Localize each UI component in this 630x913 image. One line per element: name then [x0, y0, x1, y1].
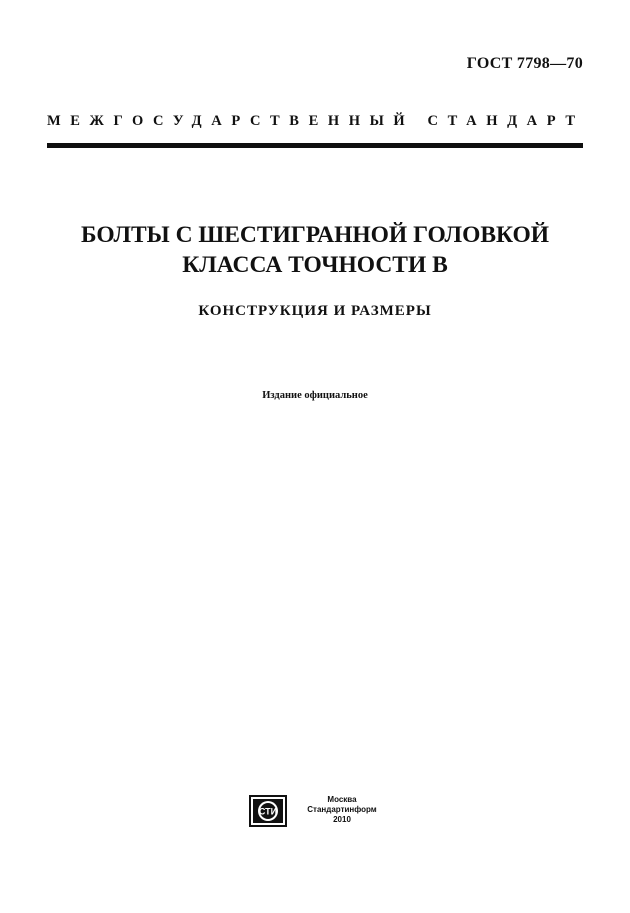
edition-note: Издание официальное [262, 390, 368, 401]
header-divider [47, 143, 583, 148]
publication-year: 2010 [333, 815, 351, 824]
publisher-text [295, 795, 389, 825]
document-title [47, 220, 583, 280]
publisher-city: Москва [327, 795, 357, 804]
title-line-1: БОЛТЫ С ШЕСТИГРАННОЙ ГОЛОВКОЙ [80, 222, 550, 248]
title-line-2: КЛАССА ТОЧНОСТИ В [182, 252, 448, 278]
standard-type-heading: МЕЖГОСУДАРСТВЕННЫЙ СТАНДАРТ [47, 113, 585, 129]
publisher-block [249, 795, 389, 829]
standartinform-logo-icon [249, 795, 287, 827]
publisher-name: Стандартинформ [307, 805, 377, 814]
logo-lettering: СТИ [258, 806, 278, 817]
document-code: ГОСТ 7798—70 [466, 55, 583, 72]
document-subtitle: КОНСТРУКЦИЯ И РАЗМЕРЫ [198, 303, 432, 319]
